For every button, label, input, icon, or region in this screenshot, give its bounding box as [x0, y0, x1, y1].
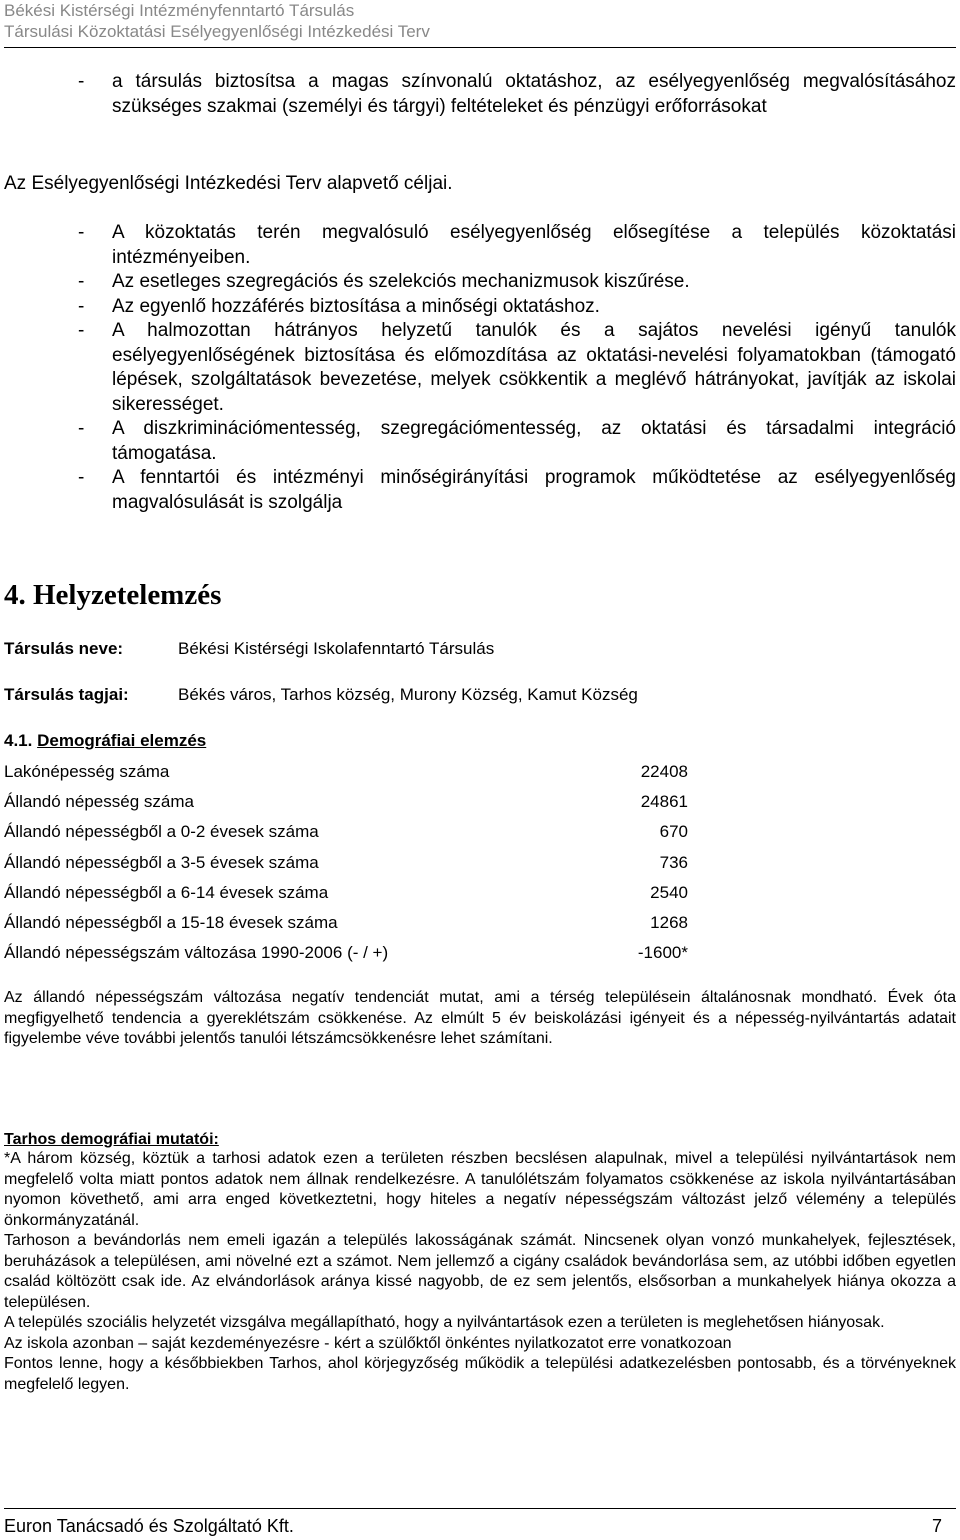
intro-bullet-list: [62, 70, 956, 119]
association-members-label: Társulás tagjai:: [4, 685, 129, 704]
demography-label: Állandó népességszám változása 1990-2006 (- / +): [4, 943, 389, 963]
section-number: 4.: [4, 579, 26, 611]
association-name-value: Békési Kistérségi Iskolafenntartó Társulás: [178, 639, 495, 658]
demography-label: Lakónépesség száma: [4, 762, 170, 781]
page-header: [4, 0, 956, 48]
table-row: [4, 760, 724, 790]
header-document-title: Társulási Közoktatási Esélyegyenlőségi Intézkedési Terv: [4, 22, 430, 41]
association-name-label: Társulás neve:: [4, 639, 124, 658]
tarhos-paragraph: Az iskola azonban – saját kezdeményezésre - kért a szülőktől önkéntes nyilatkozatot erre vonatkozoan: [4, 1334, 732, 1352]
footer-company: Euron Tanácsadó és Szolgáltató Kft.: [4, 1516, 294, 1536]
page-number: 7: [931, 1516, 942, 1536]
table-row: [4, 881, 724, 911]
tarhos-paragraph: A település szociális helyzetét vizsgálva megállapítható, hogy a nyilvántartások ezen a területen is meglehetősen hiányosak.: [4, 1314, 885, 1331]
list-item: - Az esetleges szegregációs és szelekciós mechanizmusok kiszűrése.: [62, 270, 956, 295]
section-heading: [4, 578, 221, 612]
tarhos-paragraphs: [4, 1149, 956, 1395]
page-footer: [4, 1508, 956, 1536]
demography-label: Állandó népességből a 15-18 évesek száma: [4, 912, 338, 932]
subsection-heading: [4, 730, 206, 752]
goals-list: [62, 221, 956, 515]
goals-heading: Az Esélyegyenlőségi Intézkedési Terv alapvető céljai.: [4, 173, 453, 194]
table-row: [4, 851, 724, 881]
demography-value: 24861: [640, 792, 688, 812]
demography-value: 736: [659, 852, 688, 872]
demography-value: 1268: [650, 912, 688, 932]
demography-label: Állandó népességből a 6-14 évesek száma: [4, 882, 329, 902]
list-item: - A közoktatás terén megvalósuló esélyegyenlőség elősegítése a település közoktatási intézményeiben.: [62, 221, 956, 270]
tarhos-paragraph: *A három község, köztük a tarhosi adatok ezen a területen részben becslésen alapulnak, mivel a települési nyilvántartások nem megfelelő volta miatt pontos adatok nem állnak rendelkezésre. A tanulólétszám folyamatos csökkenése az iskola nyilvántartásában nyomon követhető, ami arra enged következtetni, hogy hiteles a negatív népességszám változást jelző vélemény a település önkormányzatánál.: [4, 1150, 956, 1229]
list-item: - A fenntartói és intézményi minőségirányítási programok működtetése az esélyegyenlőség magvalósulását is szolgálja: [62, 466, 956, 515]
demography-note: [4, 988, 956, 1050]
list-item: - a társulás biztosítsa a magas színvonalú oktatáshoz, az esélyegyenlőség megvalósításához szükséges szakmai (személyi és tárgyi) feltételeket és pénzügyi erőforrásokat: [62, 70, 956, 119]
section-title: Helyzetelemzés: [33, 579, 222, 611]
subsection-title: Demográfiai elemzés: [37, 731, 207, 750]
demography-label: Állandó népesség száma: [4, 792, 194, 812]
header-organization: Békési Kistérségi Intézményfenntartó Társulás: [4, 1, 355, 20]
demography-value: 670: [659, 822, 688, 842]
table-row: [4, 941, 724, 971]
demography-label: Állandó népességből a 3-5 évesek száma: [4, 852, 319, 872]
table-row: [4, 911, 724, 941]
tarhos-paragraph: Tarhoson a bevándorlás nem emeli igazán a település lakosságának számát. Nincsenek olyan vonzó munkahelyek, fejlesztések, beruházások a településen, ami növelné ezt a számot. Nem jellemző a cigány családok bevándorlása sem, az utóbbi időben egyetlen család költözött csak ide. Az elvándorlások aránya kissé nagyobb, de ez sem jelentős, elsősorban a munkahelyek hiánya okozza a településen.: [4, 1232, 956, 1311]
table-row: [4, 790, 724, 820]
tarhos-heading: Tarhos demográfiai mutatói:: [4, 1131, 219, 1148]
list-item: - Az egyenlő hozzáférés biztosítása a minőségi oktatáshoz.: [62, 295, 956, 320]
list-item: - A halmozottan hátrányos helyzetű tanulók és a sajátos nevelési igényű tanulók esélyegyenlőségének biztosítása és előmozdítása az oktatási-nevelési folyamatokban (támogató lépések, szolgáltatások bevezetése, melyek csökkentik a meglévő hátrányokat, javítják az iskolai sikerességet.: [62, 319, 956, 417]
list-item: - A diszkriminációmentesség, szegregációmentesség, az oktatási és társadalmi integráció támogatása.: [62, 417, 956, 466]
tarhos-paragraph: Fontos lenne, hogy a későbbiekben Tarhos, ahol körjegyzőség működik a települési adatkezelésben pontosabb, és a törvényeknek megfelelő legyen.: [4, 1355, 956, 1393]
demography-label: Állandó népességből a 0-2 évesek száma: [4, 822, 319, 842]
demography-value: -1600*: [637, 943, 688, 963]
subsection-number: 4.1.: [4, 731, 33, 750]
demography-value: 22408: [640, 762, 688, 781]
association-members-value: Békés város, Tarhos község, Murony Község, Kamut Község: [178, 685, 638, 704]
demography-table: [4, 760, 724, 971]
table-row: [4, 820, 724, 850]
demography-value: 2540: [650, 882, 688, 902]
demography-note-text: Az állandó népességszám változása negatív tendenciát mutat, ami a térség településein általánosnak mondható. Évek óta megfigyelhető tendencia a gyereklétszám csökkenése. Az elmúlt 5 év beiskolázási igényeit és a népesség-nyilvántartás adatait figyelembe véve további jelentős tanulói létszámcsökkenésre lehet számítani.: [4, 989, 956, 1047]
